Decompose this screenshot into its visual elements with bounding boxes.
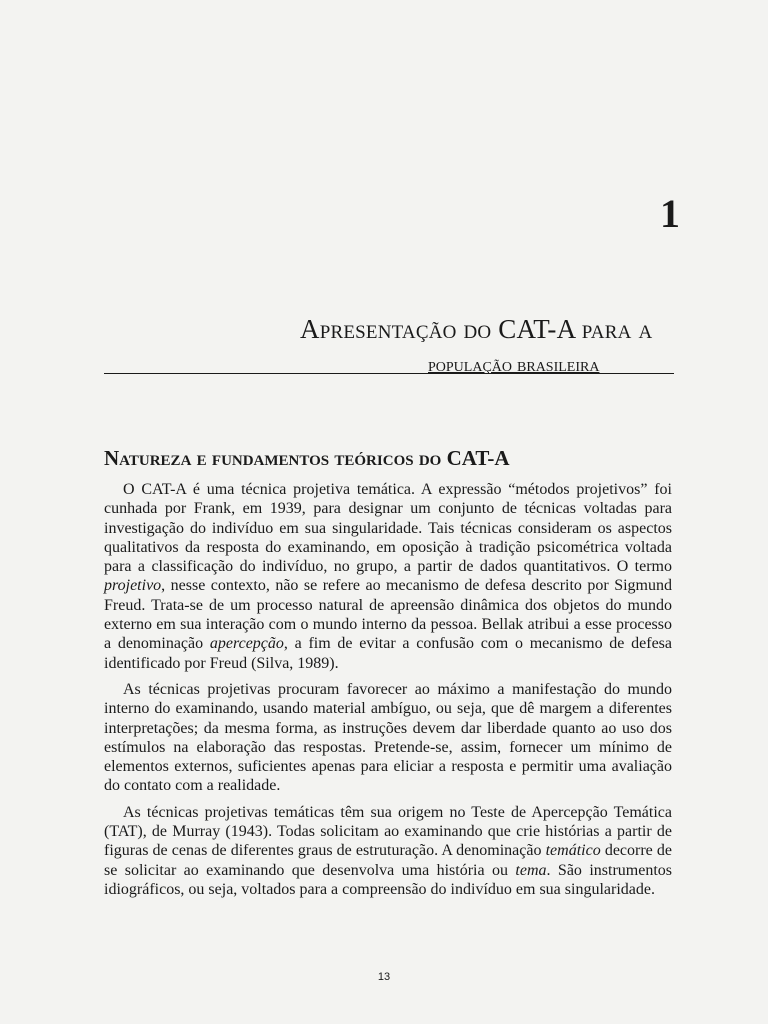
paragraph-3 bbox=[104, 803, 672, 899]
body-text bbox=[104, 480, 672, 906]
paragraph-1 bbox=[104, 480, 672, 673]
paragraph-3-italic-tema: tema bbox=[515, 861, 547, 879]
paragraph-3-italic-tematico: temático bbox=[545, 842, 601, 860]
page-number: 13 bbox=[377, 971, 391, 983]
paragraph-3-text-b: decorre de se solicitar ao examinando que desenvolva uma história ou bbox=[104, 842, 673, 879]
paragraph-2: As técnicas projetivas procuram favorecer ao máximo a manifestação do mundo interno do examinando, usando material ambíguo, ou seja, que dê margem a diferentes interpretações; da mesma forma, as instruções devem dar liberdade quanto ao uso dos estímulos na elaboração das respostas. Pretende-se, assim, fornecer um mínimo de elementos externos, suficientes apenas para eliciar a resposta e permitir uma avaliação do contato com a realidade. bbox=[104, 680, 672, 795]
chapter-number: 1 bbox=[660, 191, 680, 236]
paragraph-1-text-b: , nesse contexto, não se refere ao mecanismo de defesa descrito por Sigmund Freud. Trata-se de um processo natural de apreensão dinâmica dos objetos do mundo externo em sua interação com o mundo interno da pessoa. Bellak atribui a esse processo a denominação bbox=[104, 577, 672, 653]
section-heading: Natureza e fundamentos teóricos do CAT-A bbox=[104, 446, 510, 470]
paragraph-1-text-a: O CAT-A é uma técnica projetiva temática. A expressão “métodos projetivos” foi cunhada por Frank, em 1939, para designar um conjunto de técnicas voltadas para investigação do indivíduo em sua singularidade. Tais técnicas consideram os aspectos qualitativos da resposta do examinando, em oposição à tradição psicométrica voltada para a classificação do indivíduo, no grupo, a partir de dados quantitativos. O termo bbox=[104, 481, 672, 576]
paragraph-3-text-c: . São instrumentos idiográficos, ou seja, voltados para a compreensão do indivíduo em sua singularidade. bbox=[104, 861, 673, 898]
chapter-title-line-2: população brasileira bbox=[428, 354, 600, 376]
paragraph-1-text-c: , a fim de evitar a confusão com o mecanismo de defesa identificado por Freud (Silva, 1989). bbox=[104, 635, 672, 672]
paragraph-3-text-a: As técnicas projetivas temáticas têm sua origem no Teste de Apercepção Temática (TAT), de Murray (1943). Todas solicitam ao examinando que crie histórias a partir de figuras de cenas de diferentes graus de estruturação. A denominação bbox=[104, 803, 672, 860]
paragraph-1-italic-projetivo: projetivo bbox=[104, 577, 162, 595]
paragraph-1-italic-apercepcao: apercepção bbox=[209, 635, 284, 653]
chapter-title-line-1: Apresentação do CAT-A para a bbox=[300, 314, 653, 344]
